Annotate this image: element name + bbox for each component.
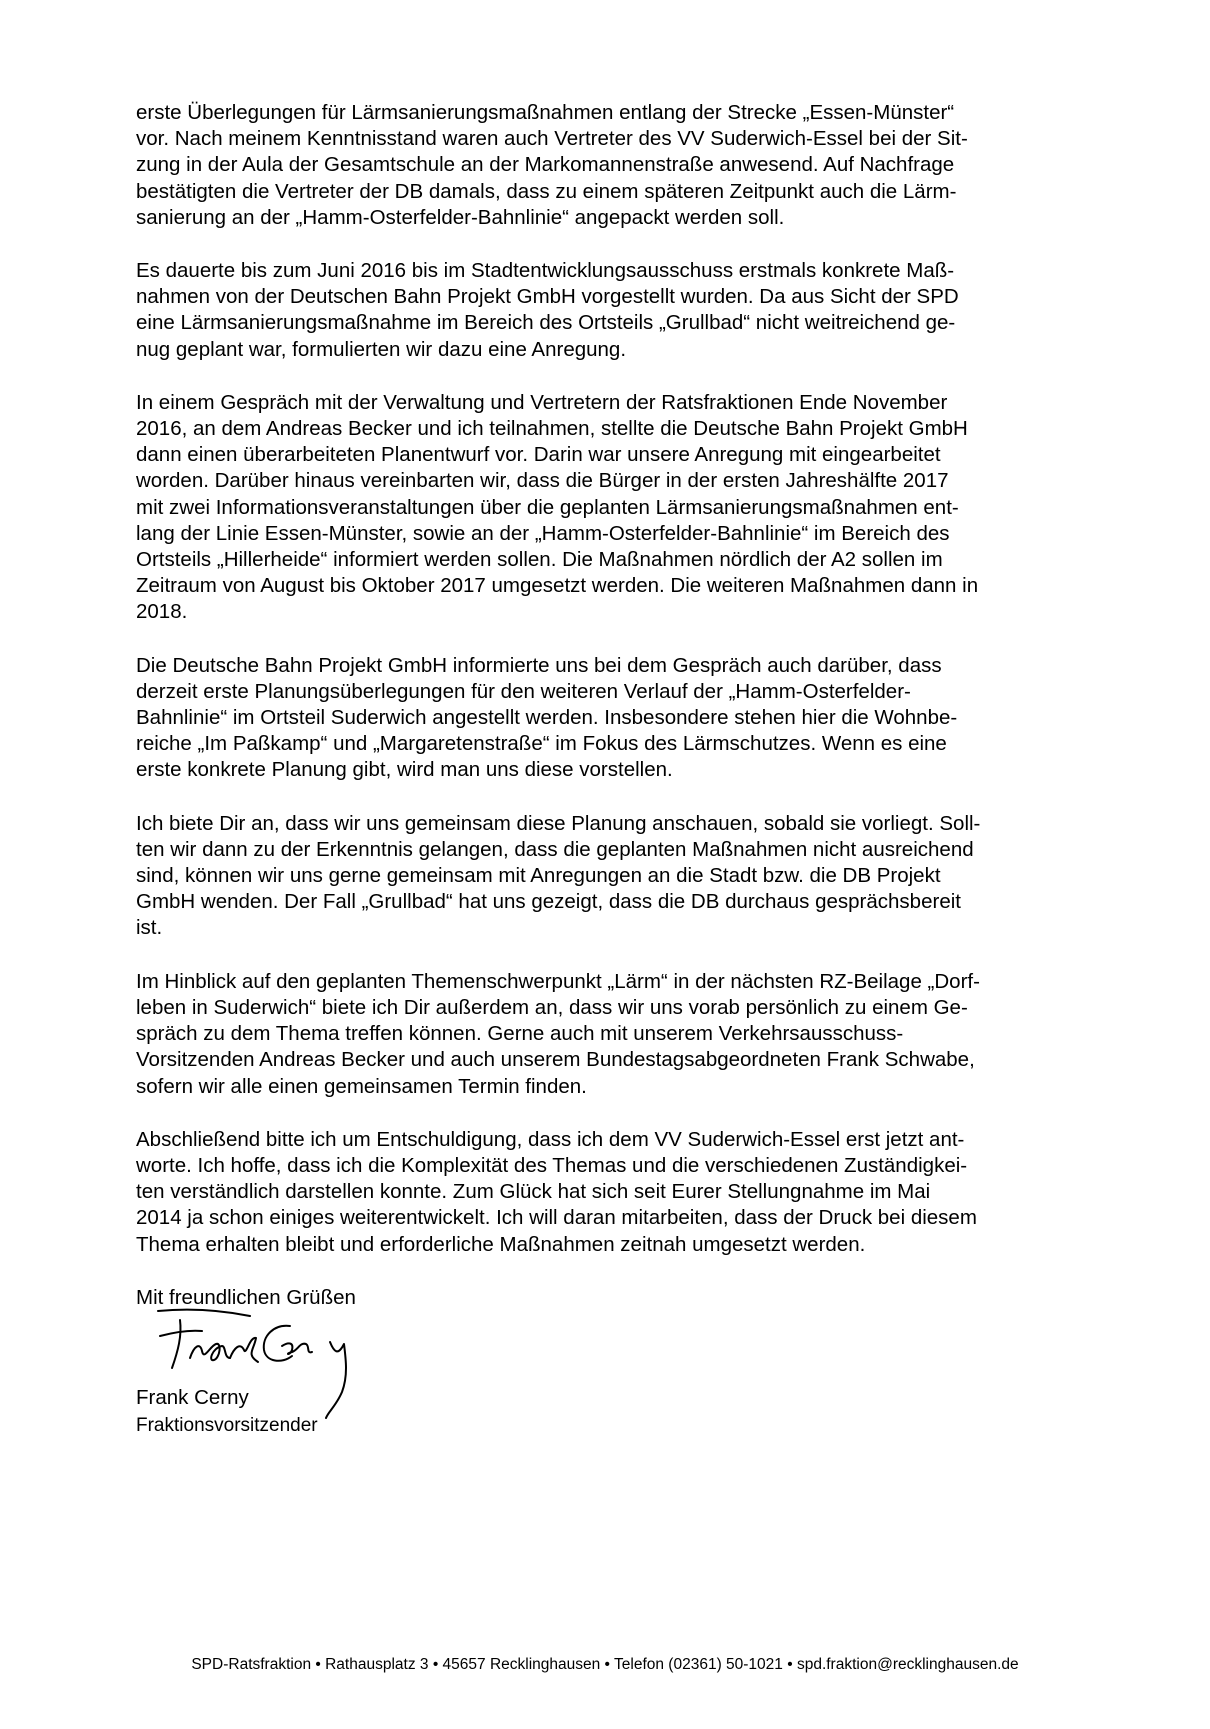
signature-stroke [282, 1343, 312, 1354]
text-line: 2014 ja schon einiges weiterentwickelt. Ich will daran mitarbeiten, dass der Druck bei diesem [136, 1206, 977, 1230]
text-line: Im Hinblick auf den geplanten Themenschwerpunkt „Lärm“ in der nächsten RZ-Beilage „Dorf- [136, 969, 980, 993]
text-line: eine Lärmsanierungsmaßnahme im Bereich des Ortsteils „Grullbad“ nicht weitreichend ge- [136, 311, 956, 335]
text-line: Die Deutsche Bahn Projekt GmbH informierte uns bei dem Gespräch auch darüber, dass [136, 653, 942, 677]
text-line: Es dauerte bis zum Juni 2016 bis im Stadtentwicklungsausschuss erstmals konkrete Maß- [136, 259, 955, 283]
text-line: mit zwei Informationsveranstaltungen über die geplanten Lärmsanierungsmaßnahmen ent- [136, 495, 959, 519]
text-line: derzeit erste Planungsüberlegungen für den weiteren Verlauf der „Hamm-Osterfelder- [136, 679, 911, 703]
signature-stroke [190, 1344, 230, 1360]
text-line: lang der Linie Essen-Münster, sowie an der „Hamm-Osterfelder-Bahnlinie“ im Bereich des [136, 521, 950, 545]
text-line: Zeitraum von August bis Oktober 2017 umgesetzt werden. Die weiteren Maßnahmen dann in [136, 574, 979, 598]
text-line: 2016, an dem Andreas Becker und ich teilnahmen, stellte die Deutsche Bahn Projekt GmbH [136, 417, 968, 441]
text-line: erste konkrete Planung gibt, wird man uns diese vorstellen. [136, 758, 673, 782]
text-line: Ortsteils „Hillerheide“ informiert werden sollen. Die Maßnahmen nördlich der A2 sollen im [136, 548, 943, 572]
paragraph-7 [136, 1127, 1082, 1258]
letterhead-footer: SPD-Ratsfraktion • Rathausplatz 3 • 45657 Recklinghausen • Telefon (02361) 50-1021 • spd.fraktion@recklinghausen.de [191, 1656, 1019, 1673]
text-line: sanierung an der „Hamm-Osterfelder-Bahnlinie“ angepackt werden soll. [136, 205, 785, 229]
text-line: spräch zu dem Thema treffen können. Gerne auch mit unserem Verkehrsausschuss- [136, 1022, 904, 1046]
text-line: 2018. [136, 600, 188, 624]
paragraph-2 [136, 258, 1082, 363]
paragraph-4 [136, 653, 1082, 784]
text-line: Vorsitzenden Andreas Becker und auch unserem Bundestagsabgeordneten Frank Schwabe, [136, 1048, 975, 1072]
text-line: reiche „Im Paßkamp“ und „Margaretenstraße“ im Fokus des Lärmschutzes. Wenn es eine [136, 732, 947, 756]
text-line: ten wir dann zu der Erkenntnis gelangen, dass die geplanten Maßnahmen nicht ausreichend [136, 837, 974, 861]
signer-name: Frank Cerny [136, 1386, 249, 1409]
text-line: ist. [136, 916, 163, 940]
text-line: Bahnlinie“ im Ortsteil Suderwich angestellt werden. Insbesondere stehen hier die Wohnbe- [136, 706, 958, 730]
text-line: dann einen überarbeiteten Planentwurf vor. Darin war unsere Anregung mit eingearbeitet [136, 443, 941, 467]
text-line: ten verständlich darstellen konnte. Zum Glück hat sich seit Eurer Stellungnahme im Mai [136, 1180, 931, 1204]
text-line: zung in der Aula der Gesamtschule an der Markomannenstraße anwesend. Auf Nachfrage [136, 153, 955, 177]
text-line: leben in Suderwich“ biete ich Dir außerdem an, dass wir uns vorab persönlich zu einem Ge- [136, 995, 968, 1019]
text-line: Ich biete Dir an, dass wir uns gemeinsam diese Planung anschauen, sobald sie vorliegt. Soll- [136, 811, 981, 835]
letter-body [136, 100, 1082, 1311]
text-line: vor. Nach meinem Kenntnisstand waren auch Vertreter des VV Suderwich-Essel bei der Sit- [136, 127, 968, 151]
text-line: sofern wir alle einen gemeinsamen Termin finden. [136, 1074, 587, 1098]
paragraph-6 [136, 969, 1082, 1100]
paragraph-1 [136, 100, 1082, 231]
text-line: Thema erhalten bleibt und erforderliche Maßnahmen zeitnah umgesetzt werden. [136, 1232, 866, 1256]
text-line: worden. Darüber hinaus vereinbarten wir, dass die Bürger in der ersten Jahreshälfte 2017 [136, 469, 949, 493]
signer-title: Fraktionsvorsitzender [136, 1415, 318, 1436]
text-line: nug geplant war, formulierten wir dazu eine Anregung. [136, 337, 627, 361]
text-line: Abschließend bitte ich um Entschuldigung, dass ich dem VV Suderwich-Essel erst jetzt ant- [136, 1127, 965, 1151]
text-line: In einem Gespräch mit der Verwaltung und Vertretern der Ratsfraktionen Ende November [136, 390, 948, 414]
paragraph-3 [136, 390, 1082, 626]
text-line: GmbH wenden. Der Fall „Grullbad“ hat uns gezeigt, dass die DB durchaus gesprächsbereit [136, 890, 961, 914]
text-line: worte. Ich hoffe, dass ich die Komplexität des Themas und die verschiedenen Zuständigkei- [136, 1153, 968, 1177]
signature-stroke [172, 1320, 181, 1368]
text-line: nahmen von der Deutschen Bahn Projekt GmbH vorgestellt wurden. Da aus Sicht der SPD [136, 285, 959, 309]
text-line: sind, können wir uns gerne gemeinsam mit Anregungen an die Stadt bzw. die DB Projekt [136, 864, 941, 888]
paragraph-5 [136, 811, 1082, 942]
text-line: erste Überlegungen für Lärmsanierungsmaßnahmen entlang der Strecke „Essen-Münster“ [136, 101, 955, 124]
signature-stroke [230, 1338, 258, 1362]
signature-stroke [326, 1342, 346, 1418]
closing-salutation: Mit freundlichen Grüßen [136, 1285, 356, 1309]
text-line: bestätigten die Vertreter der DB damals, dass zu einem späteren Zeitpunkt auch die Lärm- [136, 179, 957, 203]
signature-stroke [158, 1310, 250, 1316]
